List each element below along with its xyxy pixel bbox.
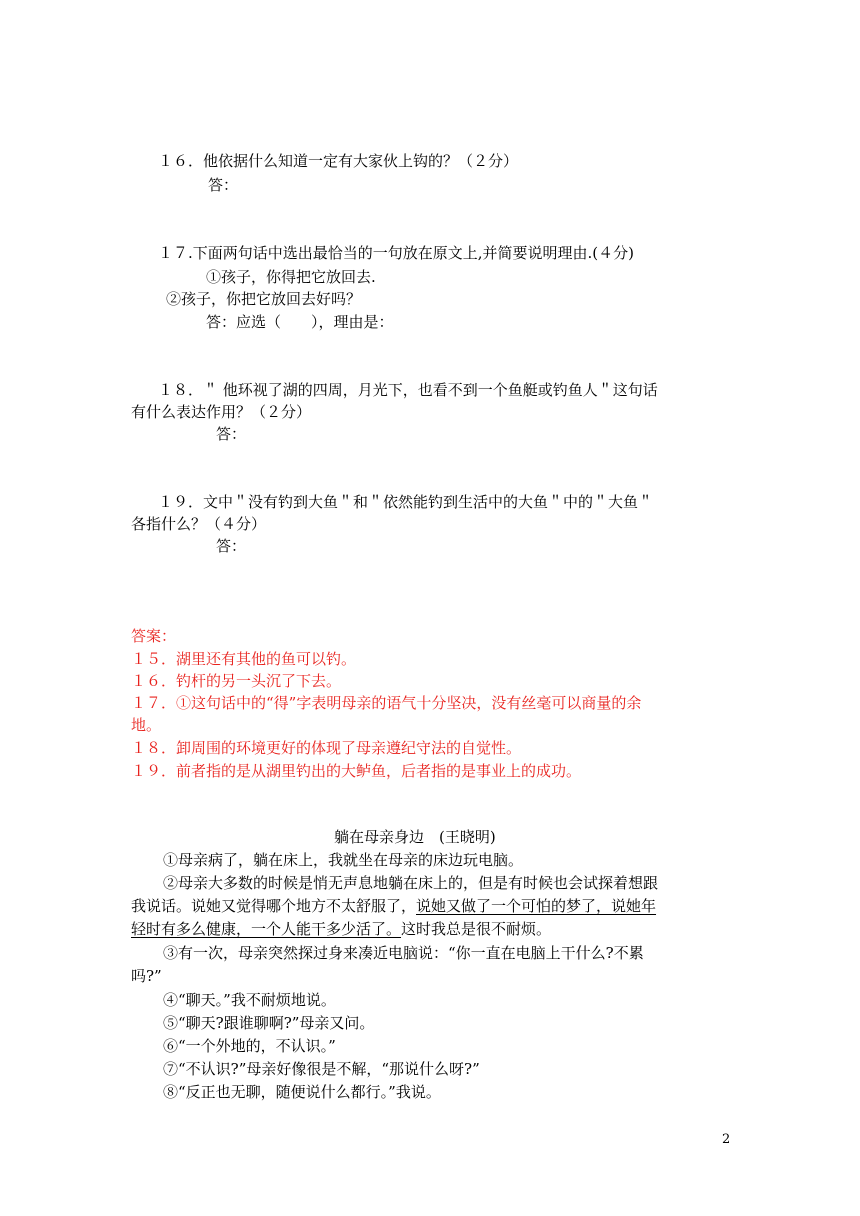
answers-heading: 答案： bbox=[131, 627, 177, 645]
underlined-sentence: 轻时有多么健康，一个人能干多少活了。 bbox=[131, 920, 402, 938]
question-18-line-1: １８．＂ 他环视了湖的四周，月光下，也看不到一个鱼艇或钓鱼人＂这句话 bbox=[158, 381, 658, 399]
page-number: 2 bbox=[722, 1132, 731, 1147]
answer-19: １９．前者指的是从湖里钓出的大鲈鱼，后者指的是事业上的成功。 bbox=[131, 762, 582, 780]
passage-paragraph-7: ⑦“不认识?”母亲好像很是不解，“那说什么呀?” bbox=[163, 1060, 480, 1078]
passage-paragraph-5: ⑤“聊天?跟谁聊啊?”母亲又问。 bbox=[163, 1014, 375, 1032]
question-19-line-2: 各指什么？（４分） bbox=[131, 515, 267, 533]
passage-paragraph-2-line-1: ②母亲大多数的时候是悄无声息地躺在床上的，但是有时候也会试探着想跟 bbox=[163, 874, 659, 892]
passage-text: 这时我总是很不耐烦。 bbox=[401, 920, 552, 938]
passage-text: 我说话。说她又觉得哪个地方不太舒服了， bbox=[131, 897, 417, 915]
answer-17-line-1: １７．①这句话中的“得”字表明母亲的语气十分坚决，没有丝毫可以商量的余 bbox=[131, 694, 642, 712]
passage-paragraph-1: ①母亲病了，躺在床上，我就坐在母亲的床边玩电脑。 bbox=[163, 851, 524, 869]
question-16: １６．他依据什么知道一定有大家伙上钩的？（２分） bbox=[158, 152, 519, 170]
answer-label-19: 答： bbox=[216, 537, 247, 555]
passage-paragraph-6: ⑥“一个外地的，不认识。” bbox=[163, 1037, 336, 1055]
answer-17-line-2: 地。 bbox=[131, 716, 162, 734]
answer-label-16: 答： bbox=[208, 176, 239, 194]
answer-15: １５．湖里还有其他的鱼可以钓。 bbox=[131, 650, 357, 668]
passage-paragraph-8: ⑧“反正也无聊，随便说什么都行。”我说。 bbox=[163, 1083, 441, 1101]
passage-paragraph-2-line-2 bbox=[131, 895, 656, 917]
passage-title: 躺在母亲身边 (王晓明) bbox=[334, 828, 496, 846]
question-18-line-2: 有什么表达作用？（２分） bbox=[131, 403, 312, 421]
answer-16: １６．钓杆的另一头沉了下去。 bbox=[131, 672, 342, 690]
answer-18: １８．卸周围的环境更好的体现了母亲遵纪守法的自觉性。 bbox=[131, 739, 522, 757]
question-17: １７.下面两句话中选出最恰当的一句放在原文上,并简要说明理由.(４分) bbox=[158, 244, 635, 262]
underlined-sentence: 说她又做了一个可怕的梦了，说她年 bbox=[416, 897, 657, 915]
passage-paragraph-2-line-3 bbox=[131, 918, 551, 940]
passage-paragraph-4: ④“聊天。”我不耐烦地说。 bbox=[163, 991, 336, 1009]
question-17-option-1: ①孩子，你得把它放回去. bbox=[206, 268, 376, 286]
question-19-line-1: １９．文中＂没有钓到大鱼＂和＂依然能钓到生活中的大鱼＂中的＂大鱼＂ bbox=[158, 493, 654, 511]
passage-paragraph-3-line-1: ③有一次，母亲突然探过身来凑近电脑说：“你一直在电脑上干什么?不累 bbox=[163, 944, 644, 962]
passage-paragraph-3-line-2: 吗?” bbox=[131, 967, 162, 985]
answer-line-17: 答：应选（ ），理由是： bbox=[206, 313, 394, 331]
question-17-option-2: ②孩子，你把它放回去好吗？ bbox=[166, 290, 362, 308]
answer-label-18: 答： bbox=[216, 425, 247, 443]
